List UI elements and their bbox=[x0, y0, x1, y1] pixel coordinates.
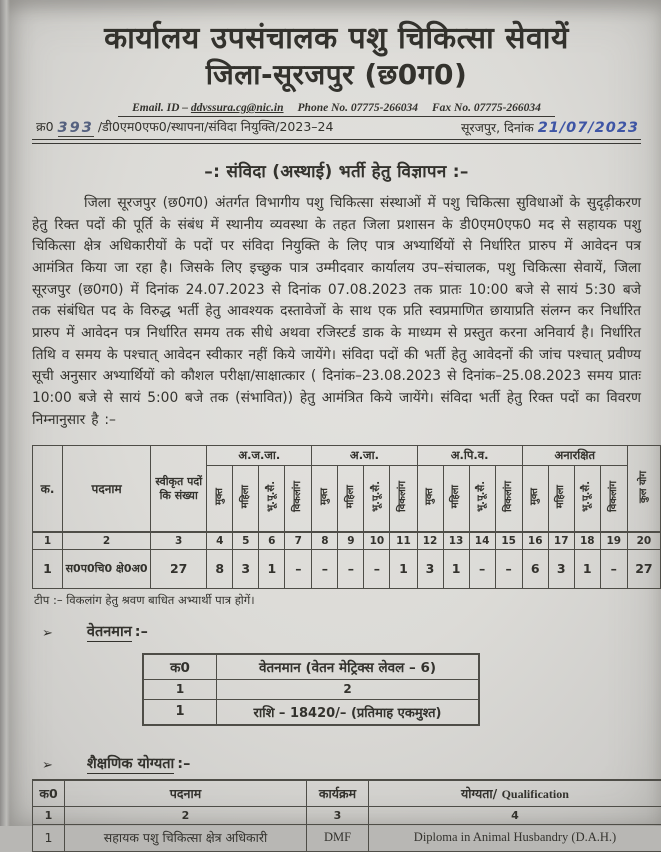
group-header-obc: अ.पि.व. bbox=[417, 446, 522, 466]
pay-col-scale-header: वेतनमान (वेतन मेट्रिक्स लेवल – 6) bbox=[217, 654, 480, 680]
sub-header bbox=[548, 466, 574, 532]
qual-cell-post: सहायक पशु चिकित्सा क्षेत्र अधिकारी bbox=[65, 824, 307, 851]
pay-col-sno-header: क0 bbox=[143, 654, 217, 680]
sub-header-label: विकलांग bbox=[398, 481, 408, 512]
column-number-row bbox=[33, 532, 661, 550]
col-num: 3 bbox=[151, 532, 207, 550]
group-header-ur: अनारक्षित bbox=[522, 446, 627, 466]
sub-header bbox=[312, 466, 338, 532]
cell-total: 27 bbox=[627, 549, 660, 588]
table-footnote: टीप :– विकलांग हेतु श्रवण बाधित अभ्यार्थी पात्र होगें। bbox=[32, 593, 641, 608]
pay-data-row bbox=[143, 699, 479, 725]
place-and-date bbox=[461, 119, 639, 136]
qualification-table bbox=[32, 779, 661, 852]
sub-header-label: विकलांग bbox=[609, 481, 619, 512]
pay-section-heading-row bbox=[32, 621, 641, 641]
sub-header bbox=[495, 466, 522, 532]
col-num: 12 bbox=[417, 532, 443, 550]
fax-number: Fax No. 07775-266034 bbox=[432, 102, 541, 114]
qual-cell-program: DMF bbox=[307, 824, 369, 851]
qualification-section-heading bbox=[87, 753, 190, 773]
sub-header-label: महिला bbox=[346, 485, 356, 508]
qual-cell-sno: 1 bbox=[33, 824, 65, 851]
advertisement-body: जिला सूरजपुर (छ0ग0) अंतर्गत विभागीय पशु चिकित्सा संस्थाओं में पशु चिकित्सा सुविधाओं के सुदृढ़ीकरण हेतु रिक्त पदों की पूर्ति के संबंध में स्थानीय व्यवस्था के तहत जिला प्रशासन के डी0एम0एफ0 मद से सहायक पशु चिकित्सा क्षेत्र अधिकारीयों के पदों पर संविदा नियुक्ति के लिए पात्र अभ्यार्थियों से निर्धारित प्रारुप में आवेदन पत्र आमंत्रित किया जा रहा है। जिसके लिए इच्छुक पात्र उम्मीदवार कार्यालय उप–संचालक, पशु चिकित्सा सेवायें, जिला सूरजपुर (छ0ग0) में दिनांक 24.07.2023 से दिनांक 07.08.2023 तक प्रातः 10:00 बजे से सायं 5:30 बजे तक संबंधित पद के विरुद्ध भर्ती हेतु आवश्यक दस्तावेजों के साथ एक प्रति स्वप्रमाणित छायाप्रति संलग्न कर निर्धारित प्रारुप में आवेदन पत्र निर्धारित समय तक सीधे अथवा रजिस्टर्ड डाक के माध्यम से प्रस्तुत करना अनिवार्य है। निर्धारित तिथि व समय के पश्चात् आवेदन स्वीकार नहीं किये जायेंगे। संविदा पदों की भर्ती हेतु आवेदनों की जांच पश्चात् प्रवीण्य सूची अनुसार अभ्यार्थियों को कौशल परीक्षा/साक्षात्कार ( दिनांक–23.08.2023 से दिनांक–25.08.2023 समय प्रातः 10:00 बजे से सायं 5:00 बजे तक (संभावित)) हेतु आमंत्रित किये जायेंगे। संविदा भर्ती हेतु रिक्त पदों का विवरण निम्नानुसार है :– bbox=[32, 193, 641, 431]
sub-header bbox=[443, 466, 469, 532]
ref-prefix: क्र0 bbox=[36, 119, 54, 134]
qual-col-num: 4 bbox=[369, 806, 661, 824]
pay-section-heading bbox=[87, 621, 148, 641]
qual-col-num: 2 bbox=[65, 806, 307, 824]
sub-header bbox=[390, 466, 417, 532]
cell-value: 1 bbox=[574, 549, 600, 588]
col-num: 20 bbox=[627, 532, 660, 550]
sub-header bbox=[207, 466, 233, 532]
pay-scale-table bbox=[142, 653, 480, 726]
pay-heading-label: वेतनमान bbox=[87, 624, 132, 642]
sub-header-label: महिला bbox=[241, 485, 251, 508]
sub-header-label: भू.पू.सै. bbox=[267, 481, 277, 512]
sub-header bbox=[285, 466, 312, 532]
col-header-sanctioned: स्वीकृत पदों कि संख्या bbox=[151, 446, 207, 532]
sub-header bbox=[574, 466, 600, 532]
cell-value: 3 bbox=[233, 549, 259, 588]
qualification-heading-suffix: :– bbox=[177, 756, 190, 772]
qual-header-hindi: योग्यता/ bbox=[461, 786, 497, 801]
cell-post-name: स0प0चि0 क्षे0अ0 bbox=[63, 549, 151, 588]
col-header-sno: क. bbox=[33, 446, 63, 532]
district-title: जिला-सूरजपुर (छ0ग0) bbox=[32, 58, 641, 92]
reference-number bbox=[36, 118, 333, 136]
vacancy-data-row bbox=[33, 549, 661, 588]
cell-value: 8 bbox=[207, 549, 233, 588]
sub-header bbox=[364, 466, 390, 532]
col-num: 7 bbox=[285, 532, 312, 550]
sub-header-label: मुक्त bbox=[530, 488, 540, 505]
sub-header-label: भू.पू.सै. bbox=[372, 481, 382, 512]
qualification-section-heading-row bbox=[32, 753, 641, 773]
sub-header-label: विकलांग bbox=[504, 481, 514, 512]
cell-value: 6 bbox=[522, 549, 548, 588]
cell-sno: 1 bbox=[33, 549, 63, 588]
col-num: 9 bbox=[338, 532, 364, 550]
cell-value: 3 bbox=[417, 549, 443, 588]
col-num: 19 bbox=[600, 532, 627, 550]
cell-value: 1 bbox=[390, 549, 417, 588]
place-date-label: सूरजपुर, दिनांक bbox=[461, 120, 534, 135]
pay-cell-sno: 1 bbox=[143, 699, 217, 725]
pay-cell-amount: राशि – 18420/– (प्रतिमाह एकमुश्त) bbox=[217, 699, 480, 725]
pay-heading-suffix: :– bbox=[135, 624, 148, 640]
qual-col-qualification-header bbox=[369, 780, 661, 807]
vacancy-table bbox=[32, 445, 661, 589]
col-num: 17 bbox=[548, 532, 574, 550]
handwritten-ref-number: 393 bbox=[58, 120, 94, 137]
col-num: 16 bbox=[522, 532, 548, 550]
sub-header-label: महिला bbox=[556, 485, 566, 508]
qualification-heading-label: शैक्षणिक योग्यता bbox=[87, 756, 174, 774]
qual-col-post-header: पदनाम bbox=[65, 780, 307, 807]
qual-col-program-header: कार्यक्रम bbox=[307, 780, 369, 807]
phone-number: Phone No. 07775-266034 bbox=[298, 102, 418, 114]
qual-col-num: 1 bbox=[33, 806, 65, 824]
cell-value: 3 bbox=[548, 549, 574, 588]
sub-header-label: महिला bbox=[451, 485, 461, 508]
header-divider bbox=[32, 139, 641, 144]
email-address: ddvssura.cg@nic.in bbox=[191, 102, 284, 114]
sub-header bbox=[417, 466, 443, 532]
col-num: 6 bbox=[259, 532, 285, 550]
qual-cell-qualification: Diploma in Animal Husbandry (D.A.H.) bbox=[369, 824, 661, 851]
col-num: 4 bbox=[207, 532, 233, 550]
col-num: 2 bbox=[63, 532, 151, 550]
qual-header-english: Qualification bbox=[502, 787, 569, 801]
arrow-bullet-icon: ➢ bbox=[42, 627, 53, 640]
col-num: 13 bbox=[443, 532, 469, 550]
col-num: 11 bbox=[390, 532, 417, 550]
sub-header bbox=[469, 466, 495, 532]
total-header-vertical: कुल योग bbox=[639, 471, 649, 503]
cell-value: 1 bbox=[443, 549, 469, 588]
sub-header bbox=[259, 466, 285, 532]
ref-suffix: /डी0एम0एफ0/स्थापना/संविदा नियुक्ति/2023–24 bbox=[98, 119, 334, 134]
qual-number-row bbox=[33, 806, 661, 824]
col-num: 15 bbox=[495, 532, 522, 550]
cell-value: 1 bbox=[259, 549, 285, 588]
qual-data-row bbox=[33, 824, 661, 851]
contact-line bbox=[118, 102, 555, 117]
cell-value: – bbox=[469, 549, 495, 588]
sub-header bbox=[338, 466, 364, 532]
col-num: 10 bbox=[364, 532, 390, 550]
office-title: कार्यालय उपसंचालक पशु चिकित्सा सेवायें bbox=[32, 20, 641, 58]
group-header-st: अ.ज.जा. bbox=[207, 446, 312, 466]
arrow-bullet-icon: ➢ bbox=[42, 759, 53, 772]
qual-col-sno-header: क0 bbox=[33, 780, 65, 807]
cell-value: – bbox=[338, 549, 364, 588]
sub-header-label: मुक्त bbox=[425, 488, 435, 505]
sub-header-label: भू.पू.सै. bbox=[477, 481, 487, 512]
cell-value: – bbox=[364, 549, 390, 588]
pay-number-row bbox=[143, 679, 479, 699]
pay-col-num: 1 bbox=[143, 679, 217, 699]
col-header-total bbox=[627, 446, 660, 532]
col-num: 18 bbox=[574, 532, 600, 550]
sub-header bbox=[522, 466, 548, 532]
sub-header bbox=[600, 466, 627, 532]
handwritten-date: 21/07/2023 bbox=[538, 120, 639, 136]
cell-value: – bbox=[600, 549, 627, 588]
cell-value: – bbox=[285, 549, 312, 588]
pay-col-num: 2 bbox=[217, 679, 480, 699]
col-num: 14 bbox=[469, 532, 495, 550]
reference-line bbox=[32, 118, 641, 138]
sub-header-label: भू.पू.सै. bbox=[582, 481, 592, 512]
sub-header-label: मुक्त bbox=[215, 488, 225, 505]
email-label: Email. ID – bbox=[132, 102, 188, 114]
cell-sanctioned: 27 bbox=[151, 549, 207, 588]
contact-line-wrap bbox=[32, 96, 641, 117]
cell-value: – bbox=[312, 549, 338, 588]
sub-header-label: विकलांग bbox=[293, 481, 303, 512]
col-num: 1 bbox=[33, 532, 63, 550]
qual-col-num: 3 bbox=[307, 806, 369, 824]
col-num: 8 bbox=[312, 532, 338, 550]
group-header-sc: अ.जा. bbox=[312, 446, 417, 466]
sub-header bbox=[233, 466, 259, 532]
cell-value: – bbox=[495, 549, 522, 588]
sub-header-label: मुक्त bbox=[320, 488, 330, 505]
col-num: 5 bbox=[233, 532, 259, 550]
col-header-post: पदनाम bbox=[63, 446, 151, 532]
advertisement-heading: –: संविदा (अस्थाई) भर्ती हेतु विज्ञापन :– bbox=[32, 159, 641, 182]
